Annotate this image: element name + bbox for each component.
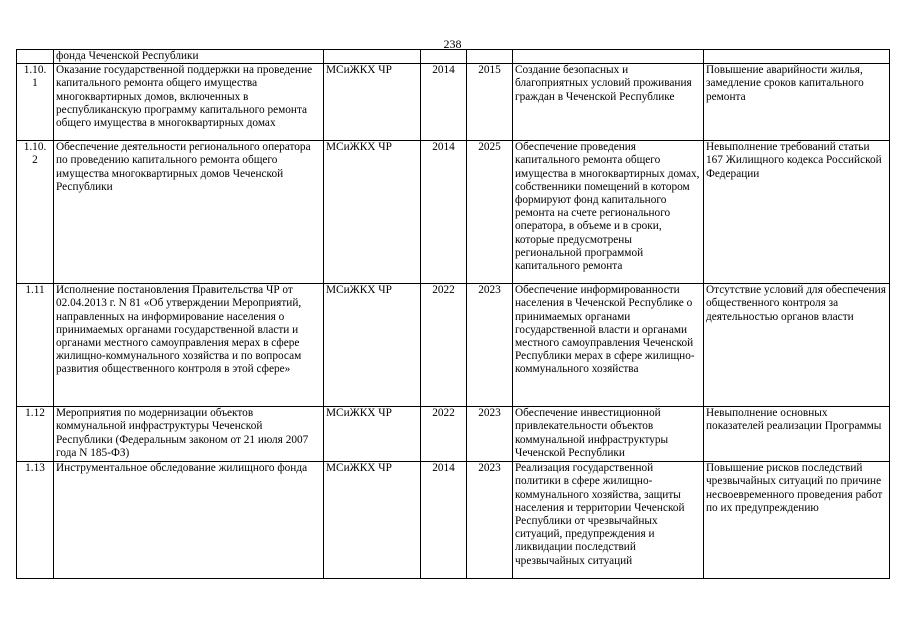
end-year-cell: 2023 bbox=[467, 462, 513, 579]
start-year-cell: 2014 bbox=[421, 141, 467, 284]
table-row bbox=[17, 462, 890, 579]
table-row bbox=[17, 284, 890, 407]
measure-name-cell: фонда Чеченской Республики bbox=[54, 50, 324, 64]
expected-result-cell: Реализация государственной политики в сфере жилищно-коммунального хозяйства, защиты населения и территории Чеченской Республики от чрезвычайных ситуаций, предупреждения и ликвидации последствий чрезвычайных ситуаций bbox=[513, 462, 704, 579]
measure-number-cell: 1.13 bbox=[17, 462, 54, 579]
measure-number-cell: 1.12 bbox=[17, 407, 54, 462]
consequence-cell: Невыполнение требований статьи 167 Жилищного кодекса Российской Федерации bbox=[704, 141, 890, 284]
table-row bbox=[17, 64, 890, 141]
consequence-cell bbox=[704, 50, 890, 64]
start-year-cell: 2014 bbox=[421, 64, 467, 141]
measure-number-cell bbox=[17, 50, 54, 64]
measure-name-cell: Инструментальное обследование жилищного фонда bbox=[54, 462, 324, 579]
table-row bbox=[17, 50, 890, 64]
expected-result-cell bbox=[513, 50, 704, 64]
executor-cell: МСиЖКХ ЧР bbox=[324, 407, 421, 462]
executor-cell: МСиЖКХ ЧР bbox=[324, 284, 421, 407]
measure-number-cell: 1.10. 2 bbox=[17, 141, 54, 284]
end-year-cell: 2025 bbox=[467, 141, 513, 284]
measure-name-cell: Исполнение постановления Правительства ЧР от 02.04.2013 г. N 81 «Об утверждении Мероприятий, направленных на информирование населения о принимаемых органами государственной власти и органами местного самоуправления мерах в сфере жилищно-коммунального хозяйства и по вопросам развития общественного контроля в этой сфере» bbox=[54, 284, 324, 407]
expected-result-cell: Обеспечение информированности населения в Чеченской Республике о принимаемых органами государственной власти и органами местного самоуправления Чеченской Республики мерах в сфере жилищно-коммунального хозяйства bbox=[513, 284, 704, 407]
expected-result-cell: Создание безопасных и благоприятных условий проживания граждан в Чеченской Республике bbox=[513, 64, 704, 141]
consequence-cell: Отсутствие условий для обеспечения общественного контроля за деятельностью органов власти bbox=[704, 284, 890, 407]
measure-number-cell: 1.11 bbox=[17, 284, 54, 407]
table-row bbox=[17, 407, 890, 462]
start-year-cell bbox=[421, 50, 467, 64]
end-year-cell: 2015 bbox=[467, 64, 513, 141]
executor-cell: МСиЖКХ ЧР bbox=[324, 462, 421, 579]
end-year-cell bbox=[467, 50, 513, 64]
page-number: 238 bbox=[443, 37, 462, 51]
executor-cell: МСиЖКХ ЧР bbox=[324, 141, 421, 284]
executor-cell bbox=[324, 50, 421, 64]
table-row bbox=[17, 141, 890, 284]
executor-cell: МСиЖКХ ЧР bbox=[324, 64, 421, 141]
measure-number-cell: 1.10. 1 bbox=[17, 64, 54, 141]
expected-result-cell: Обеспечение инвестиционной привлекательности объектов коммунальной инфраструктуры Чеченской Республики bbox=[513, 407, 704, 462]
consequence-cell: Повышение рисков последствий чрезвычайных ситуаций по причине несвоевременного проведения работ по их предупреждению bbox=[704, 462, 890, 579]
expected-result-cell: Обеспечение проведения капитального ремонта общего имущества в многоквартирных домах, собственники помещений в котором формируют фонд капитального ремонта на счете регионального оператора, в объеме и в сроки, которые предусмотрены региональной программой капитального ремонта bbox=[513, 141, 704, 284]
start-year-cell: 2014 bbox=[421, 462, 467, 579]
start-year-cell: 2022 bbox=[421, 407, 467, 462]
measure-name-cell: Оказание государственной поддержки на проведение капитального ремонта общего имущества многоквартирных домов, включенных в республиканскую программу капитального ремонта общего имущества в многоквартирных домах bbox=[54, 64, 324, 141]
consequence-cell: Повышение аварийности жилья, замедление сроков капитального ремонта bbox=[704, 64, 890, 141]
end-year-cell: 2023 bbox=[467, 284, 513, 407]
measure-name-cell: Обеспечение деятельности регионального оператора по проведению капитального ремонта общего имущества многоквартирных домов Чеченской Республики bbox=[54, 141, 324, 284]
measure-name-cell: Мероприятия по модернизации объектов коммунальной инфраструктуры Чеченской Республики (Федеральным законом от 21 июля 2007 года N 185-ФЗ) bbox=[54, 407, 324, 462]
program-measures-table bbox=[16, 49, 890, 579]
consequence-cell: Невыполнение основных показателей реализации Программы bbox=[704, 407, 890, 462]
start-year-cell: 2022 bbox=[421, 284, 467, 407]
end-year-cell: 2023 bbox=[467, 407, 513, 462]
